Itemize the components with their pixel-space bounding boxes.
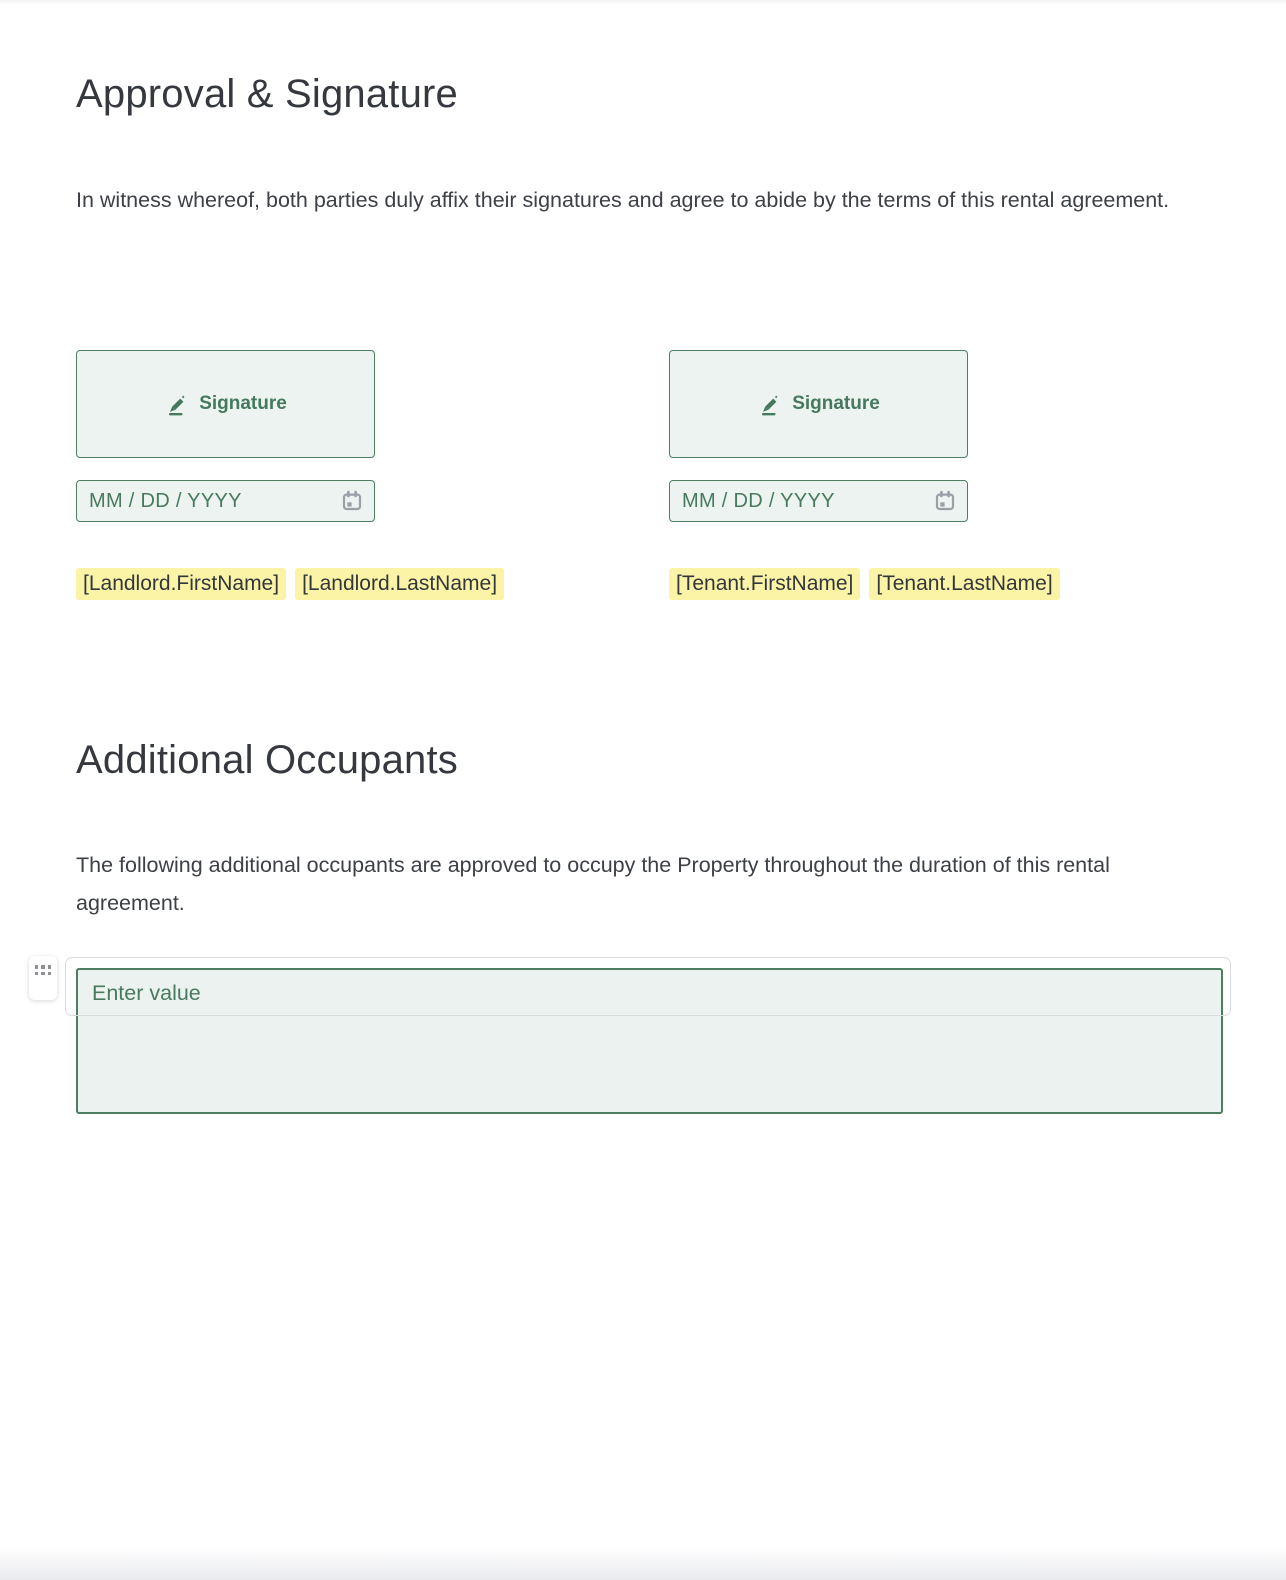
occupants-intro-paragraph: The following additional occupants are approved to occupy the Property throughout the duration of this rental agreement. [76, 853, 1110, 915]
merge-field-tenant-lastname[interactable]: [Tenant.LastName] [869, 568, 1059, 600]
landlord-signature-block [76, 350, 498, 600]
approval-intro-paragraph: In witness whereof, both parties duly affix their signatures and agree to abide by the terms of this rental agreement. [76, 188, 1170, 212]
section-title-additional-occupants: Additional Occupants [76, 738, 459, 782]
signature-pen-icon [757, 391, 783, 417]
tenant-signature-block [669, 350, 1053, 600]
calendar-icon[interactable] [934, 490, 956, 512]
tenant-date-field[interactable] [669, 480, 968, 522]
signature-pen-icon [164, 391, 190, 417]
tenant-signature-field[interactable] [669, 350, 968, 458]
occupants-textarea[interactable] [76, 968, 1223, 1114]
page-bottom-edge [0, 1546, 1286, 1580]
page-top-edge [0, 0, 1286, 5]
landlord-merge-fields [76, 568, 498, 600]
section-title-approval-signature: Approval & Signature [76, 72, 459, 116]
merge-field-tenant-firstname[interactable]: [Tenant.FirstName] [669, 568, 860, 600]
occupants-placeholder: Enter value [92, 981, 201, 1005]
tenant-merge-fields [669, 568, 1053, 600]
signature-button-label: Signature [199, 393, 287, 414]
landlord-date-field[interactable] [76, 480, 375, 522]
calendar-icon[interactable] [341, 490, 363, 512]
drag-handle-icon [35, 965, 52, 1000]
date-placeholder: MM / DD / YYYY [89, 489, 242, 512]
merge-field-landlord-lastname[interactable]: [Landlord.LastName] [295, 568, 504, 600]
block-drag-handle[interactable] [29, 956, 57, 1000]
landlord-signature-field[interactable] [76, 350, 375, 458]
merge-field-landlord-firstname[interactable]: [Landlord.FirstName] [76, 568, 286, 600]
signature-button-label: Signature [792, 393, 880, 414]
date-placeholder: MM / DD / YYYY [682, 489, 835, 512]
